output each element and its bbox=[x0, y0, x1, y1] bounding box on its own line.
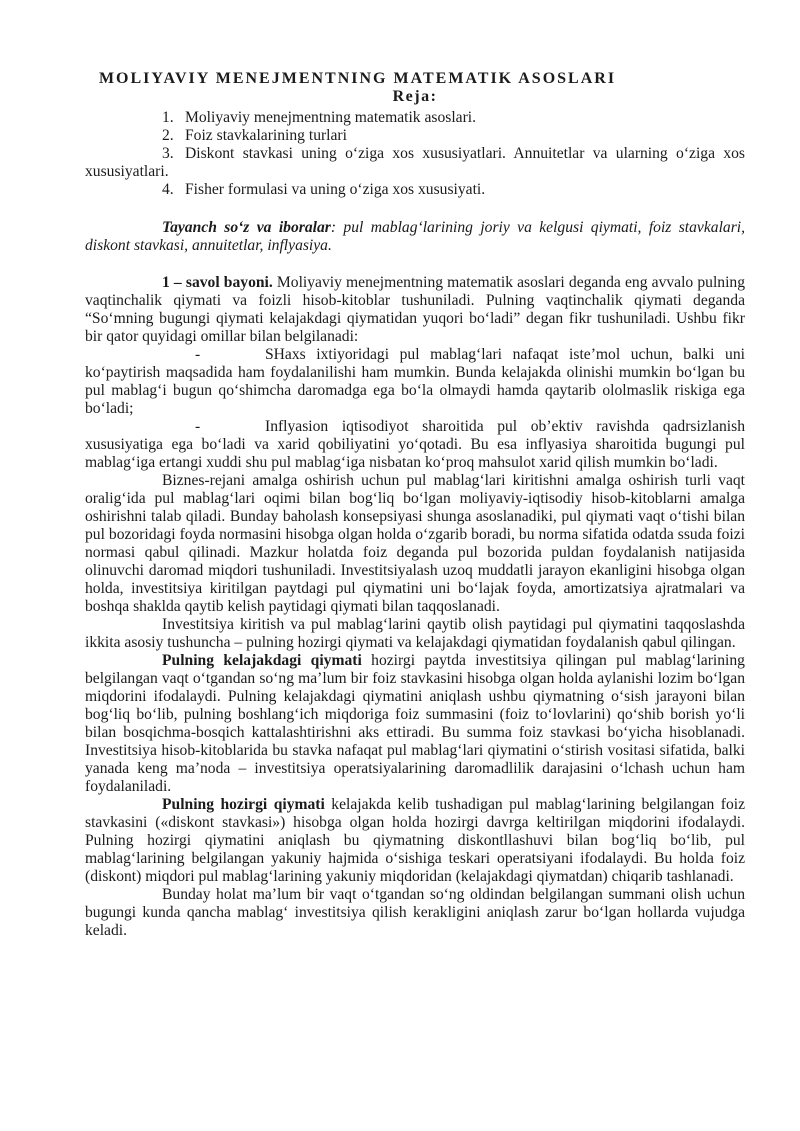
plan-item bbox=[85, 127, 745, 145]
body-paragraph bbox=[85, 796, 745, 886]
paragraph-lead: 1 – savol bayoni. bbox=[162, 274, 273, 291]
plan-item-text: Fisher formulasi va uning o‘ziga xos xususiyati. bbox=[185, 181, 486, 198]
paragraph-lead: Pulning kelajakdagi qiymati bbox=[162, 652, 362, 669]
keywords-lead: Tayanch so‘z va iboralar bbox=[162, 219, 331, 236]
keywords-text: : pul mablag‘larining joriy va kelgusi qiymati, foiz stavkalari, diskont stavkasi, annuitetlar, inflyasiya. bbox=[85, 219, 746, 254]
paragraph-text: Biznes-rejani amalga oshirish uchun pul mablag‘lari kiritishni amalga oshirish turli vaqt oralig‘ida pul mablag‘lari oqimi bilan bog‘liq bo‘lgan moliyaviy-iqtisodiy hisob-kitoblarni amalga oshirishni talab qiladi. Bunday baholash konsepsiyasi shunga asoslanadiki, pul qiymati vaqt o‘tishi bilan pul bozoridagi foyda normasini hisobga olgan holda o‘zgarib boradi, bu norma sifatida odatda ssuda foizi normasi qabul qilinadi. Mazkur holatda foiz deganda pul bozorida puldan foydalanish natijasida olinuvchi daromad miqdori tushuniladi. Investitsiyalash uzoq muddatli jarayon ekanligini hisobga olgan holda, investitsiya kiritilgan paytdagi pul qiymatini uni bo‘lajak foyda, amortizatsiya ajratmalari va boshqa shaklda qaytib kelish paytidagi qiymati bilan taqqoslanadi. bbox=[85, 472, 745, 615]
paragraph-text: Moliyaviy menejmentning matematik asoslari deganda eng avvalo pulning vaqtinchalik qiymati va foizli hisob-kitoblar tushuniladi. Pulning vaqtinchalik qiymati deganda “So‘mning bugungi qiymati kelajakdagi qiymatidan yuqori bo‘ladi” degan fikr tushuniladi. Ushbu fikr bir qator quyidagi omillar bilan belgilanadi: bbox=[85, 274, 745, 345]
body-paragraph bbox=[85, 652, 745, 796]
body-paragraph bbox=[85, 886, 745, 940]
body-text bbox=[85, 274, 745, 940]
document-title: MOLIYAVIY MENEJMENTNING MATEMATIK ASOSLARI bbox=[98, 70, 617, 87]
plan-item bbox=[85, 181, 745, 199]
bullet-dash: - bbox=[195, 346, 201, 363]
body-paragraph bbox=[85, 472, 745, 616]
plan-item-text: Foiz stavkalarining turlari bbox=[185, 127, 347, 144]
paragraph-text: Inflyasion iqtisodiyot sharoitida pul ob’ektiv ravishda qadrsizlanish xususiyatiga ega bo‘ladi va xarid qobiliyatini yo‘qotadi. Bu esa inflyasiya sharoitida bugungi pul mablag‘iga ertangi xuddi shu pul mablag‘iga nisbatan ko‘proq mahsulot xarid qilish mumkin bo‘ladi. bbox=[85, 418, 745, 471]
plan-item-text: Diskont stavkasi uning o‘ziga xos xususiyatlari. Annuitetlar va ularning o‘ziga xos xususiyatlari. bbox=[85, 145, 745, 180]
plan-item-text: Moliyaviy menejmentning matematik asoslari. bbox=[185, 109, 477, 126]
paragraph-text: Bunday holat ma’lum bir vaqt o‘tgandan so‘ng oldindan belgilangan summani olish uchun bugungi kunda qancha mablag‘ investitsiya qilish kerakligini aniqlash zarur bo‘lgan hollarda vujudga keladi. bbox=[85, 886, 745, 939]
bullet-dash: - bbox=[195, 418, 201, 435]
plan-item-number: 3. bbox=[162, 145, 174, 162]
bullet-paragraph bbox=[85, 346, 745, 418]
plan-item-number: 1. bbox=[162, 109, 174, 126]
keywords-paragraph bbox=[85, 219, 745, 255]
plan-item bbox=[85, 145, 745, 181]
body-paragraph bbox=[85, 616, 745, 652]
bullet-paragraph bbox=[85, 418, 745, 472]
plan-item-number: 2. bbox=[162, 127, 174, 144]
plan-item bbox=[85, 109, 745, 127]
paragraph-lead: Pulning hozirgi qiymati bbox=[162, 796, 325, 813]
plan-list bbox=[85, 109, 745, 199]
paragraph-text: hozirgi paytda investitsiya qilingan pul mablag‘larining belgilangan vaqt o‘tgandan so‘ng ma’lum bir foiz stavkasini hisobga olgan holda aylanishi lozim bo‘lgan miqdorini ifodalaydi. Pulning kelajakdagi qiymatini aniqlash ushbu qiymatning o‘sish jarayoni bilan bog‘liq bo‘lib, pulning boshlang‘ich miqdoriga foiz summasini (foiz to‘lovlarini) qo‘shib borish yo‘li bilan bosqichma-bosqich kattalashtirishni aks ettiradi. Bu summa foiz stavkasi bo‘yicha hisoblanadi. Investitsiya hisob-kitoblarida bu stavka nafaqat pul mablag‘lari qiymatini o‘stirish vositasi sifatida, balki yanada keng ma’noda – investitsiya operatsiyalarining daromadlilik darajasini o‘lchash uchun ham foydalaniladi. bbox=[85, 652, 745, 795]
paragraph-text: Investitsiya kiritish va pul mablag‘larini qaytib olish paytidagi pul qiymatini taqqoslashda ikkita asosiy tushuncha – pulning hozirgi qiymati va kelajakdagi qiymatidan foydalanish qabul qilingan. bbox=[85, 616, 745, 651]
plan-heading: Reja: bbox=[392, 88, 438, 105]
plan-item-number: 4. bbox=[162, 181, 174, 198]
paragraph-text: SHaxs ixtiyoridagi pul mablag‘lari nafaqat iste’mol uchun, balki uni ko‘paytirish maqsadida ham foydalanilishi ham mumkin. Bunda kelajakda olinishi mumkin bo‘lgan bu pul mablag‘i bugun qo‘shimcha daromadga ega bo‘la olmaydi hamda qaytarib ololmaslik riskiga ega bo‘ladi; bbox=[85, 346, 745, 417]
paragraph-text: kelajakda kelib tushadigan pul mablag‘larining belgilangan foiz stavkasini («diskont stavkasi») hisobga olgan holda hozirgi davrga keltirilgan miqdorini ifodalaydi. Pulning hozirgi qiymatini aniqlash bu qiymatning diskontllashuvi bilan bog‘liq bo‘lib, pul mablag‘larining belgilangan yakuniy hajmida o‘sishiga teskari operatsiyani ifodalaydi. Bu holda foiz (diskont) miqdori pul mablag‘larining yakuniy miqdoridan (kelajakdagi qiymatdan) chiqarib tashlanadi. bbox=[85, 796, 745, 885]
body-paragraph bbox=[85, 274, 745, 346]
